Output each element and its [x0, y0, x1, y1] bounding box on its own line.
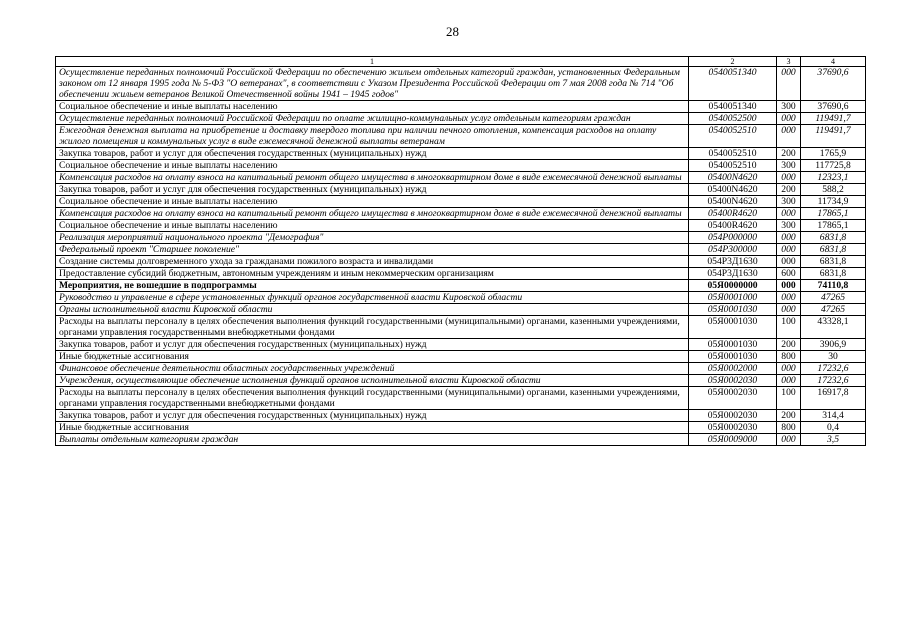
table-row	[56, 351, 866, 363]
row-code-cell: 05400N4620	[689, 196, 777, 208]
row-code-cell: 054P300000	[689, 244, 777, 256]
table-row	[56, 434, 866, 446]
table-row	[56, 125, 866, 148]
row-code-cell: 05400N4620	[689, 184, 777, 196]
row-name-cell: Компенсация расходов на оплату взноса на капитальный ремонт общего имущества в многоквартирном доме в виде ежемесячной денежной выплаты	[56, 208, 689, 220]
row-name-cell: Реализация мероприятий национального проекта "Демография"	[56, 232, 689, 244]
row-type-cell: 000	[777, 113, 801, 125]
budget-table-body	[56, 57, 866, 446]
row-code-cell: 0540051340	[689, 67, 777, 101]
table-row	[56, 232, 866, 244]
row-type-cell: 000	[777, 363, 801, 375]
row-name-cell: Финансовое обеспечение деятельности областных государственных учреждений	[56, 363, 689, 375]
row-name-cell: Закупка товаров, работ и услуг для обеспечения государственных (муниципальных) нужд	[56, 339, 689, 351]
row-code-cell: 0540052500	[689, 113, 777, 125]
row-amount-cell: 12323,1	[801, 172, 866, 184]
row-amount-cell: 119491,7	[801, 113, 866, 125]
row-amount-cell: 11734,9	[801, 196, 866, 208]
row-name-cell: Федеральный проект "Старшее поколение"	[56, 244, 689, 256]
table-row	[56, 244, 866, 256]
table-row	[56, 256, 866, 268]
row-type-cell: 000	[777, 304, 801, 316]
row-code-cell: 054P3Д1630	[689, 256, 777, 268]
row-type-cell: 100	[777, 316, 801, 339]
budget-table	[55, 56, 866, 446]
row-type-cell: 000	[777, 434, 801, 446]
table-row	[56, 268, 866, 280]
row-code-cell: 054P000000	[689, 232, 777, 244]
header-cell-type: 3	[777, 57, 801, 67]
table-row	[56, 220, 866, 232]
row-amount-cell: 37690,6	[801, 101, 866, 113]
row-type-cell: 600	[777, 268, 801, 280]
row-name-cell: Руководство и управление в сфере установленных функций органов государственной власти Кировской области	[56, 292, 689, 304]
row-name-cell: Мероприятия, не вошедшие в подпрограммы	[56, 280, 689, 292]
row-type-cell: 200	[777, 184, 801, 196]
page-number: 28	[446, 24, 459, 39]
row-code-cell: 05Я0000000	[689, 280, 777, 292]
row-amount-cell: 16917,8	[801, 387, 866, 410]
table-row	[56, 67, 866, 101]
table-row	[56, 172, 866, 184]
row-amount-cell: 17865,1	[801, 208, 866, 220]
row-code-cell: 05Я0001030	[689, 339, 777, 351]
table-row	[56, 148, 866, 160]
row-amount-cell: 0,4	[801, 422, 866, 434]
row-amount-cell: 17232,6	[801, 375, 866, 387]
row-name-cell: Осуществление переданных полномочий Российской Федерации по обеспечению жильем отдельных категорий граждан, установленных Федеральным законом от 12 января 1995 года № 5-ФЗ "О ветеранах", в соответствии с Указом Президента Российской Федерации от 7 мая 2008 года № 714 "Об обеспечении жильем ветеранов Великой Отечественной войны 1941 – 1945 годов"	[56, 67, 689, 101]
row-name-cell: Расходы на выплаты персоналу в целях обеспечения выполнения функций государственными (муниципальными) органами, казенными учреждениями, органами управления государственными внебюджетными фондами	[56, 316, 689, 339]
row-name-cell: Выплаты отдельным категориям граждан	[56, 434, 689, 446]
row-code-cell: 05Я0002030	[689, 375, 777, 387]
row-code-cell: 05Я0001030	[689, 316, 777, 339]
table-row	[56, 113, 866, 125]
row-amount-cell: 3,5	[801, 434, 866, 446]
table-row	[56, 184, 866, 196]
row-code-cell: 05Я0001000	[689, 292, 777, 304]
row-type-cell: 000	[777, 232, 801, 244]
row-type-cell: 000	[777, 208, 801, 220]
row-name-cell: Компенсация расходов на оплату взноса на капитальный ремонт общего имущества в многоквартирном доме в виде ежемесячной денежной выплаты	[56, 172, 689, 184]
row-name-cell: Создание системы долговременного ухода за гражданами пожилого возраста и инвалидами	[56, 256, 689, 268]
table-row	[56, 208, 866, 220]
row-name-cell: Социальное обеспечение и иные выплаты населению	[56, 220, 689, 232]
row-amount-cell: 314,4	[801, 410, 866, 422]
table-row	[56, 196, 866, 208]
row-type-cell: 000	[777, 67, 801, 101]
row-amount-cell: 74110,8	[801, 280, 866, 292]
table-row	[56, 422, 866, 434]
table-row	[56, 101, 866, 113]
row-amount-cell: 6831,8	[801, 232, 866, 244]
row-type-cell: 100	[777, 387, 801, 410]
table-row	[56, 339, 866, 351]
table-row	[56, 375, 866, 387]
header-cell-code: 2	[689, 57, 777, 67]
row-name-cell: Расходы на выплаты персоналу в целях обеспечения выполнения функций государственными (муниципальными) органами, казенными учреждениями, органами управления государственными внебюджетными фондами	[56, 387, 689, 410]
row-amount-cell: 47265	[801, 304, 866, 316]
row-name-cell: Социальное обеспечение и иные выплаты населению	[56, 160, 689, 172]
row-code-cell: 05400R4620	[689, 220, 777, 232]
header-row	[56, 57, 866, 67]
row-type-cell: 800	[777, 422, 801, 434]
row-amount-cell: 47265	[801, 292, 866, 304]
row-code-cell: 05Я0002030	[689, 387, 777, 410]
row-code-cell: 05Я0001030	[689, 351, 777, 363]
row-code-cell: 0540052510	[689, 148, 777, 160]
row-type-cell: 000	[777, 280, 801, 292]
table-row	[56, 280, 866, 292]
row-type-cell: 300	[777, 101, 801, 113]
table-row	[56, 316, 866, 339]
row-amount-cell: 37690,6	[801, 67, 866, 101]
row-code-cell: 05Я0001030	[689, 304, 777, 316]
row-name-cell: Осуществление переданных полномочий Российской Федерации по оплате жилищно-коммунальных услуг отдельным категориям граждан	[56, 113, 689, 125]
row-amount-cell: 3906,9	[801, 339, 866, 351]
table-row	[56, 410, 866, 422]
row-name-cell: Ежегодная денежная выплата на приобретение и доставку твердого топлива при наличии печного отопления, компенсация расходов на оплату жилого помещения и коммунальных услуг в виде ежемесячной денежной выплаты ветеранам	[56, 125, 689, 148]
row-name-cell: Органы исполнительной власти Кировской области	[56, 304, 689, 316]
row-name-cell: Закупка товаров, работ и услуг для обеспечения государственных (муниципальных) нужд	[56, 410, 689, 422]
row-type-cell: 200	[777, 339, 801, 351]
table-row	[56, 160, 866, 172]
row-code-cell: 05Я0002030	[689, 422, 777, 434]
row-name-cell: Иные бюджетные ассигнования	[56, 422, 689, 434]
table-row	[56, 363, 866, 375]
row-code-cell: 054P3Д1630	[689, 268, 777, 280]
row-name-cell: Социальное обеспечение и иные выплаты населению	[56, 196, 689, 208]
row-code-cell: 0540052510	[689, 125, 777, 148]
row-name-cell: Закупка товаров, работ и услуг для обеспечения государственных (муниципальных) нужд	[56, 148, 689, 160]
row-amount-cell: 1765,9	[801, 148, 866, 160]
table-row	[56, 292, 866, 304]
row-amount-cell: 119491,7	[801, 125, 866, 148]
row-name-cell: Иные бюджетные ассигнования	[56, 351, 689, 363]
row-type-cell: 300	[777, 160, 801, 172]
row-amount-cell: 43328,1	[801, 316, 866, 339]
table-row	[56, 304, 866, 316]
row-name-cell: Предоставление субсидий бюджетным, автономным учреждениям и иным некоммерческим организациям	[56, 268, 689, 280]
table-row	[56, 387, 866, 410]
row-code-cell: 05Я0002030	[689, 410, 777, 422]
row-amount-cell: 588,2	[801, 184, 866, 196]
row-amount-cell: 6831,8	[801, 244, 866, 256]
row-code-cell: 05Я0002000	[689, 363, 777, 375]
row-code-cell: 05400N4620	[689, 172, 777, 184]
row-type-cell: 800	[777, 351, 801, 363]
row-amount-cell: 17865,1	[801, 220, 866, 232]
row-name-cell: Учреждения, осуществляющие обеспечение исполнения функций органов исполнительной власти Кировской области	[56, 375, 689, 387]
row-type-cell: 300	[777, 196, 801, 208]
row-type-cell: 300	[777, 220, 801, 232]
row-type-cell: 000	[777, 125, 801, 148]
row-amount-cell: 117725,8	[801, 160, 866, 172]
row-type-cell: 000	[777, 172, 801, 184]
row-code-cell: 0540051340	[689, 101, 777, 113]
row-name-cell: Социальное обеспечение и иные выплаты населению	[56, 101, 689, 113]
header-cell-amount: 4	[801, 57, 866, 67]
row-type-cell: 000	[777, 375, 801, 387]
row-type-cell: 200	[777, 410, 801, 422]
row-amount-cell: 17232,6	[801, 363, 866, 375]
header-cell-name: 1	[56, 57, 689, 67]
row-amount-cell: 6831,8	[801, 256, 866, 268]
row-type-cell: 200	[777, 148, 801, 160]
row-code-cell: 05400R4620	[689, 208, 777, 220]
row-amount-cell: 6831,8	[801, 268, 866, 280]
row-type-cell: 000	[777, 256, 801, 268]
row-type-cell: 000	[777, 244, 801, 256]
row-code-cell: 05Я0009000	[689, 434, 777, 446]
row-name-cell: Закупка товаров, работ и услуг для обеспечения государственных (муниципальных) нужд	[56, 184, 689, 196]
row-amount-cell: 30	[801, 351, 866, 363]
row-type-cell: 000	[777, 292, 801, 304]
row-code-cell: 0540052510	[689, 160, 777, 172]
